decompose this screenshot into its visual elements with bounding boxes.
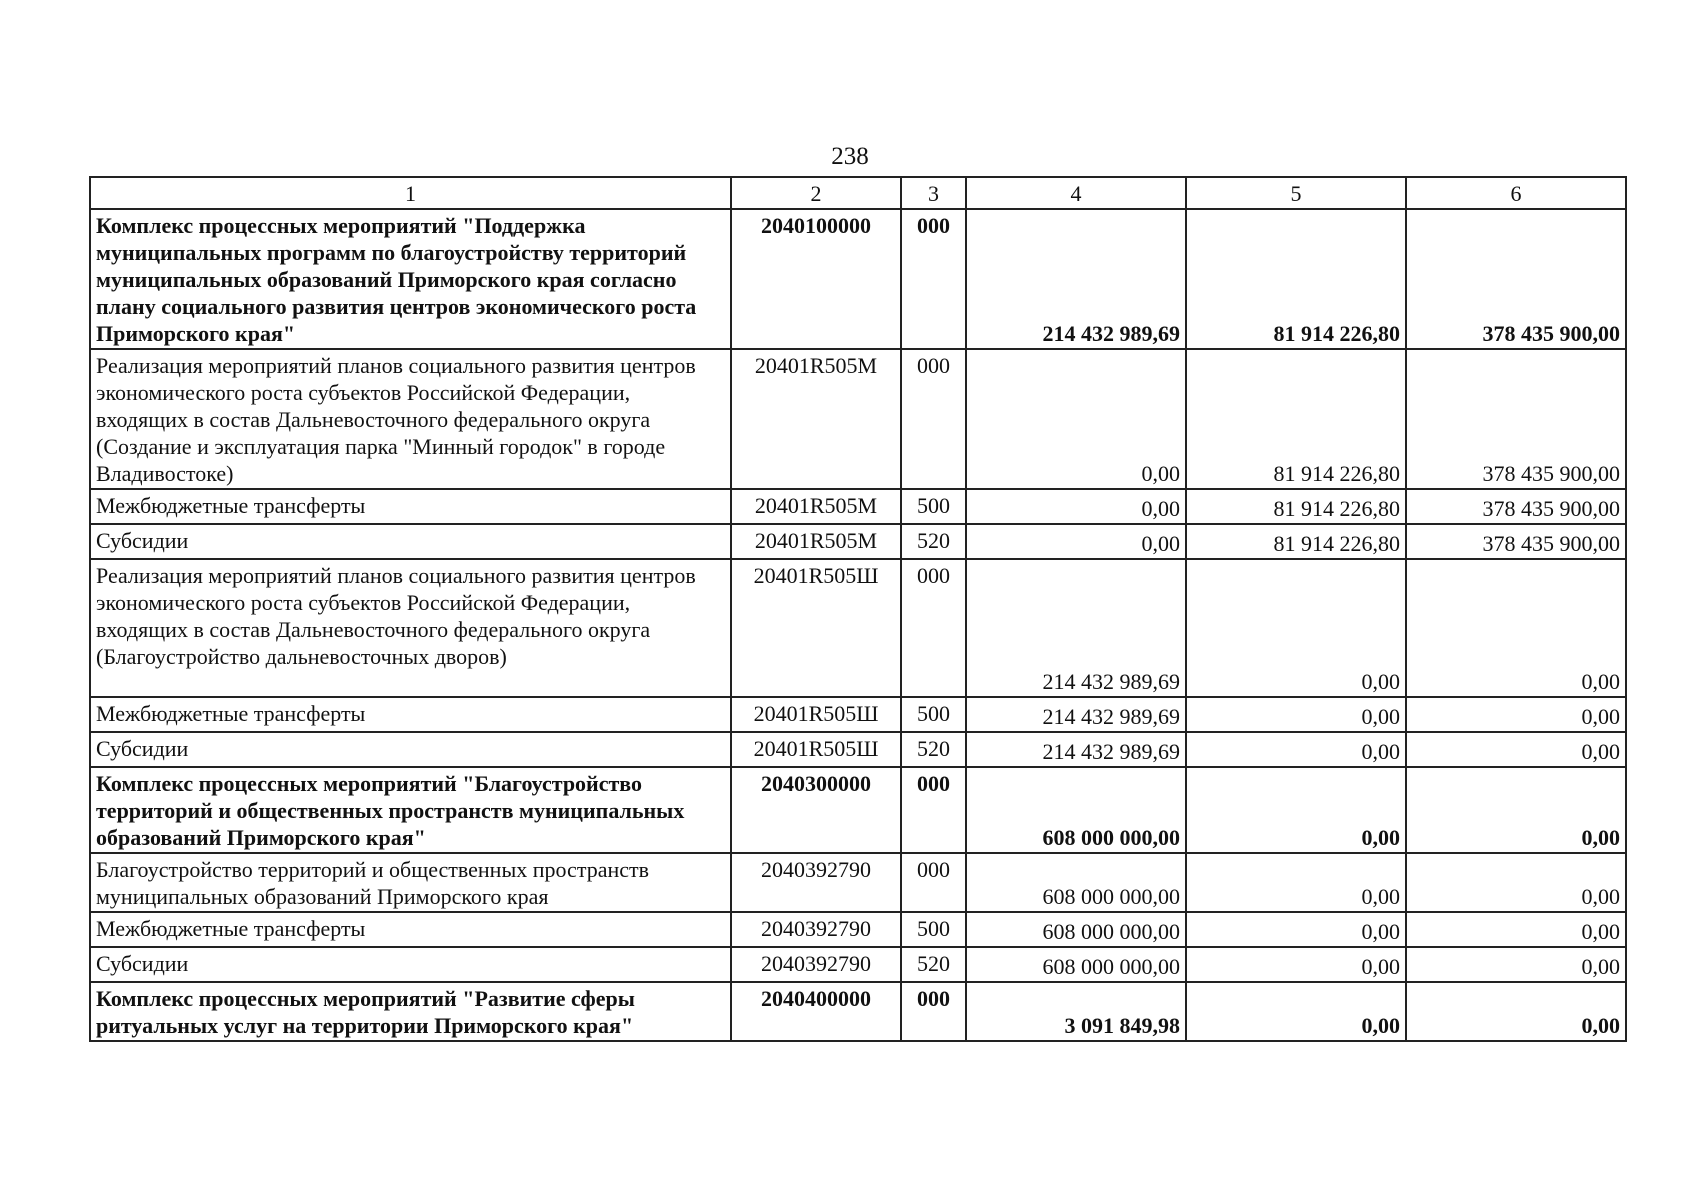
column-header: 2 bbox=[731, 177, 901, 209]
table-row bbox=[90, 767, 1626, 853]
table-row bbox=[90, 912, 1626, 947]
table-row bbox=[90, 349, 1626, 489]
column-header: 4 bbox=[966, 177, 1186, 209]
row-sum-col6-cell: 378 435 900,00 bbox=[1406, 209, 1626, 349]
row-sum-col6-cell: 378 435 900,00 bbox=[1406, 349, 1626, 489]
row-type-cell: 500 bbox=[901, 697, 966, 732]
table-row bbox=[90, 524, 1626, 559]
row-sum-col5-cell: 81 914 226,80 bbox=[1186, 489, 1406, 524]
row-sum-col5-cell: 0,00 bbox=[1186, 559, 1406, 697]
row-sum-col5-cell: 0,00 bbox=[1186, 767, 1406, 853]
table-body bbox=[90, 209, 1626, 1041]
row-type-cell: 520 bbox=[901, 947, 966, 982]
row-sum-col6-cell: 0,00 bbox=[1406, 559, 1626, 697]
row-sum-col4-cell: 3 091 849,98 bbox=[966, 982, 1186, 1041]
row-type-cell: 000 bbox=[901, 209, 966, 349]
row-sum-col5-cell: 81 914 226,80 bbox=[1186, 524, 1406, 559]
table-row bbox=[90, 982, 1626, 1041]
row-sum-col4-cell: 0,00 bbox=[966, 524, 1186, 559]
row-sum-col4-cell: 0,00 bbox=[966, 349, 1186, 489]
row-code-cell: 20401R505M bbox=[731, 489, 901, 524]
row-type-cell: 000 bbox=[901, 982, 966, 1041]
row-type-cell: 000 bbox=[901, 559, 966, 697]
row-code-cell: 20401R505Ш bbox=[731, 559, 901, 697]
row-sum-col6-cell: 0,00 bbox=[1406, 697, 1626, 732]
row-code-cell: 2040392790 bbox=[731, 947, 901, 982]
row-sum-col4-cell: 214 432 989,69 bbox=[966, 697, 1186, 732]
row-sum-col4-cell: 0,00 bbox=[966, 489, 1186, 524]
row-sum-col6-cell: 378 435 900,00 bbox=[1406, 524, 1626, 559]
column-header: 3 bbox=[901, 177, 966, 209]
column-header: 5 bbox=[1186, 177, 1406, 209]
row-sum-col5-cell: 81 914 226,80 bbox=[1186, 349, 1406, 489]
column-numbers-row bbox=[90, 177, 1626, 209]
row-name-cell: Реализация мероприятий планов социального развития центров экономического роста субъектов Российской Федерации, входящих в состав Дальневосточного федерального округа (Благоустройство дальневосточных дворов) bbox=[90, 559, 731, 697]
row-sum-col6-cell: 0,00 bbox=[1406, 853, 1626, 912]
table-row bbox=[90, 209, 1626, 349]
page-number: 238 bbox=[831, 143, 869, 170]
row-sum-col6-cell: 0,00 bbox=[1406, 767, 1626, 853]
row-code-cell: 20401R505Ш bbox=[731, 732, 901, 767]
row-code-cell: 20401R505Ш bbox=[731, 697, 901, 732]
row-type-cell: 500 bbox=[901, 912, 966, 947]
row-name-cell: Межбюджетные трансферты bbox=[90, 489, 731, 524]
row-type-cell: 000 bbox=[901, 853, 966, 912]
row-sum-col4-cell: 608 000 000,00 bbox=[966, 912, 1186, 947]
row-code-cell: 20401R505M bbox=[731, 349, 901, 489]
row-sum-col4-cell: 214 432 989,69 bbox=[966, 209, 1186, 349]
row-sum-col6-cell: 0,00 bbox=[1406, 947, 1626, 982]
row-sum-col5-cell: 0,00 bbox=[1186, 697, 1406, 732]
row-sum-col5-cell: 0,00 bbox=[1186, 732, 1406, 767]
row-sum-col5-cell: 0,00 bbox=[1186, 982, 1406, 1041]
row-sum-col5-cell: 81 914 226,80 bbox=[1186, 209, 1406, 349]
row-name-cell: Субсидии bbox=[90, 524, 731, 559]
row-name-cell: Реализация мероприятий планов социального развития центров экономического роста субъектов Российской Федерации, входящих в состав Дальневосточного федерального округа (Создание и эксплуатация парка "Минный городок" в городе Владивостоке) bbox=[90, 349, 731, 489]
row-sum-col6-cell: 0,00 bbox=[1406, 732, 1626, 767]
row-name-cell: Межбюджетные трансферты bbox=[90, 912, 731, 947]
row-sum-col4-cell: 608 000 000,00 bbox=[966, 947, 1186, 982]
row-sum-col4-cell: 214 432 989,69 bbox=[966, 732, 1186, 767]
row-name-cell: Комплекс процессных мероприятий "Развитие сферы ритуальных услуг на территории Приморского края" bbox=[90, 982, 731, 1041]
row-name-cell: Субсидии bbox=[90, 947, 731, 982]
row-type-cell: 500 bbox=[901, 489, 966, 524]
table-row bbox=[90, 853, 1626, 912]
row-sum-col5-cell: 0,00 bbox=[1186, 947, 1406, 982]
row-code-cell: 2040392790 bbox=[731, 912, 901, 947]
row-sum-col5-cell: 0,00 bbox=[1186, 912, 1406, 947]
row-code-cell: 20401R505M bbox=[731, 524, 901, 559]
row-sum-col4-cell: 214 432 989,69 bbox=[966, 559, 1186, 697]
budget-table bbox=[89, 176, 1627, 1042]
row-code-cell: 2040100000 bbox=[731, 209, 901, 349]
row-sum-col5-cell: 0,00 bbox=[1186, 853, 1406, 912]
row-type-cell: 520 bbox=[901, 524, 966, 559]
row-code-cell: 2040392790 bbox=[731, 853, 901, 912]
row-sum-col6-cell: 378 435 900,00 bbox=[1406, 489, 1626, 524]
table-row bbox=[90, 947, 1626, 982]
row-type-cell: 000 bbox=[901, 767, 966, 853]
column-header: 6 bbox=[1406, 177, 1626, 209]
row-type-cell: 520 bbox=[901, 732, 966, 767]
row-sum-col4-cell: 608 000 000,00 bbox=[966, 767, 1186, 853]
table-row bbox=[90, 697, 1626, 732]
table-row bbox=[90, 559, 1626, 697]
row-name-cell: Комплекс процессных мероприятий "Поддержка муниципальных программ по благоустройству территорий муниципальных образований Приморского края согласно плану социального развития центров экономического роста Приморского края" bbox=[90, 209, 731, 349]
column-header: 1 bbox=[90, 177, 731, 209]
table-row bbox=[90, 732, 1626, 767]
row-code-cell: 2040300000 bbox=[731, 767, 901, 853]
row-name-cell: Межбюджетные трансферты bbox=[90, 697, 731, 732]
row-name-cell: Комплекс процессных мероприятий "Благоустройство территорий и общественных пространств муниципальных образований Приморского края" bbox=[90, 767, 731, 853]
row-sum-col6-cell: 0,00 bbox=[1406, 912, 1626, 947]
row-sum-col4-cell: 608 000 000,00 bbox=[966, 853, 1186, 912]
row-code-cell: 2040400000 bbox=[731, 982, 901, 1041]
row-name-cell: Благоустройство территорий и общественных пространств муниципальных образований Приморского края bbox=[90, 853, 731, 912]
row-name-cell: Субсидии bbox=[90, 732, 731, 767]
row-sum-col6-cell: 0,00 bbox=[1406, 982, 1626, 1041]
table-row bbox=[90, 489, 1626, 524]
row-type-cell: 000 bbox=[901, 349, 966, 489]
